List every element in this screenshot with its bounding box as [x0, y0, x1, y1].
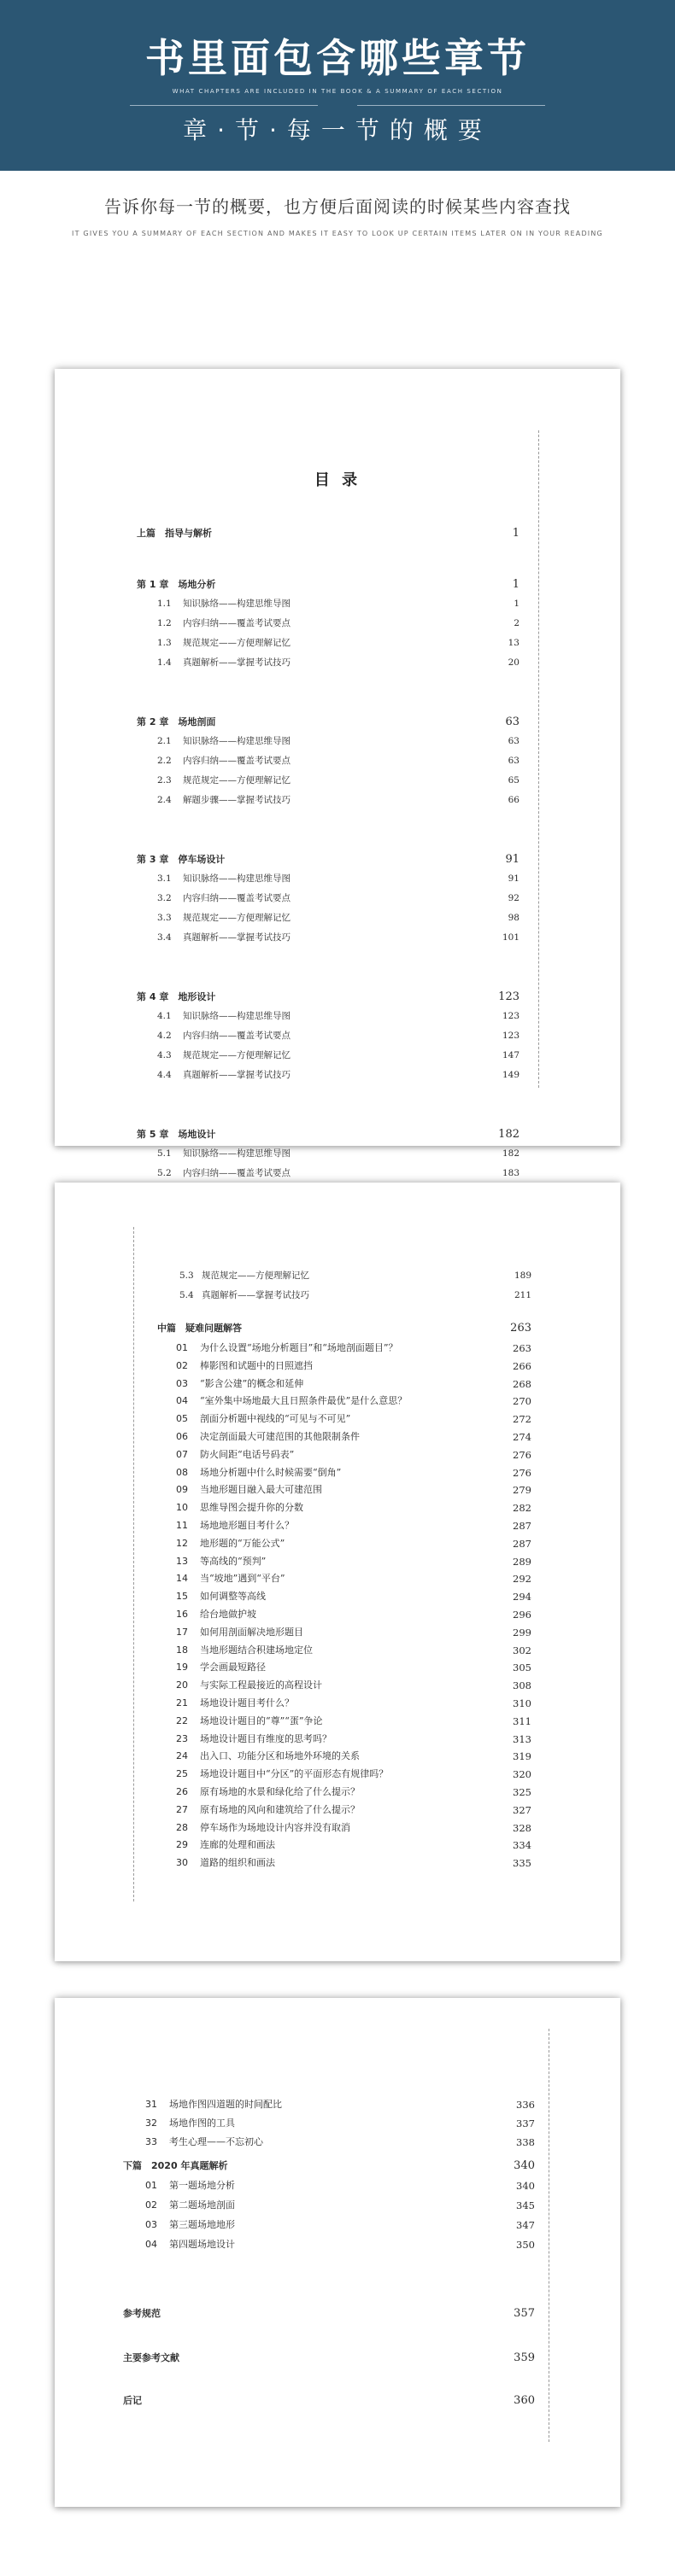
- section-title: 知识脉络——构建思维导图: [183, 873, 291, 884]
- section-title: 真题解析——掌握考试技巧: [183, 932, 291, 943]
- question-title: 考生心理——不忘初心: [169, 2136, 263, 2147]
- page-number: 360: [514, 2394, 535, 2407]
- section-title: 知识脉络——构建思维导图: [183, 599, 291, 609]
- toc-section-row[interactable]: [55, 1067, 620, 1083]
- toc-section-row[interactable]: [55, 1165, 620, 1181]
- question-number: 19: [176, 1662, 188, 1674]
- question-number: 13: [176, 1555, 188, 1567]
- question-number: 01: [176, 1342, 188, 1353]
- question-number: 25: [176, 1768, 188, 1780]
- toc-section-row[interactable]: [55, 773, 620, 788]
- page-number: 20: [508, 657, 519, 668]
- toc-question-row[interactable]: [55, 1518, 620, 1533]
- toc-question-row[interactable]: [55, 2097, 620, 2112]
- section-title: 内容归纳——覆盖考试要点: [183, 756, 291, 766]
- section-number: 2.4: [157, 795, 172, 805]
- toc-part-heading[interactable]: [55, 2158, 620, 2174]
- question-number: 22: [176, 1714, 188, 1726]
- banner-title: 书里面包含哪些章节: [145, 35, 530, 81]
- toc-question-row[interactable]: [55, 1732, 620, 1747]
- toc-question-row[interactable]: [55, 1696, 620, 1711]
- page-number: 1: [514, 599, 519, 609]
- page-number: 2: [514, 618, 519, 628]
- page-number: 292: [513, 1573, 531, 1586]
- banner-subtitle: 章·节·每一节的概要: [183, 116, 492, 144]
- section-title: 规范规定——方便理解记忆: [202, 1270, 309, 1281]
- page-number: 123: [498, 990, 519, 1003]
- question-title: 道路的组织和画法: [200, 1857, 275, 1869]
- toc-exam-row[interactable]: [55, 2178, 620, 2193]
- toc-chapter-heading[interactable]: [55, 577, 620, 593]
- toc-question-row[interactable]: [55, 1714, 620, 1729]
- chapter-title: 第 5 章 场地设计: [137, 1129, 216, 1140]
- page-number: 276: [513, 1448, 531, 1461]
- question-title: 思维导图会提升你的分数: [200, 1502, 303, 1514]
- question-number: 01: [145, 2180, 157, 2191]
- toc-section-row[interactable]: [55, 1008, 620, 1024]
- page-number: 338: [516, 2136, 535, 2148]
- part-title: 下篇 2020 年真题解析: [123, 2160, 228, 2171]
- toc-question-row[interactable]: [55, 1536, 620, 1551]
- toc-question-row[interactable]: [55, 1465, 620, 1481]
- section-number: 1.3: [157, 638, 172, 648]
- toc-chapter-heading[interactable]: [55, 1127, 620, 1142]
- question-number: 33: [145, 2136, 157, 2147]
- question-title: 场地作图四道题的时间配比: [169, 2099, 282, 2110]
- toc-section-row[interactable]: [55, 616, 620, 631]
- page-number: 268: [513, 1377, 531, 1390]
- section-number: 5.4: [179, 1290, 194, 1300]
- page-number: 294: [513, 1591, 531, 1603]
- page-number: 274: [513, 1431, 531, 1443]
- page-number: 263: [513, 1342, 531, 1354]
- question-title: 场地地形题目考什么？: [200, 1520, 294, 1531]
- toc-question-row[interactable]: [55, 1837, 620, 1853]
- page-number: 347: [516, 2219, 535, 2231]
- page-number: 359: [514, 2351, 535, 2364]
- question-number: 28: [176, 1821, 188, 1833]
- page-number: 263: [510, 1322, 531, 1335]
- toc-question-row[interactable]: [55, 1358, 620, 1374]
- section-title: 知识脉络——构建思维导图: [183, 1148, 291, 1159]
- toc-section-row[interactable]: [55, 792, 620, 808]
- page-number: 334: [513, 1839, 531, 1852]
- page-number: 211: [514, 1290, 531, 1300]
- section-number: 1.4: [157, 657, 172, 668]
- toc-question-row[interactable]: [55, 1785, 620, 1800]
- question-title: “影含公建”的概念和延伸: [200, 1377, 304, 1389]
- toc-question-row[interactable]: [55, 1376, 620, 1392]
- toc-section-row[interactable]: [55, 871, 620, 886]
- toc-question-row[interactable]: [55, 1643, 620, 1658]
- page-number: 63: [508, 756, 519, 766]
- section-number: 4.2: [157, 1031, 172, 1041]
- question-title: 剖面分析题中视线的“可见与不可见”: [200, 1413, 351, 1425]
- question-number: 09: [176, 1484, 188, 1496]
- question-number: 10: [176, 1502, 188, 1514]
- toc-appendix-row[interactable]: [55, 2306, 620, 2322]
- page-number: 350: [516, 2239, 535, 2251]
- toc-question-row[interactable]: [55, 1589, 620, 1604]
- question-number: 02: [176, 1359, 188, 1371]
- question-title: 地形题的“万能公式”: [200, 1537, 285, 1549]
- page-number: 296: [513, 1609, 531, 1621]
- section-title: 规范规定——方便理解记忆: [183, 1050, 291, 1060]
- toc-exam-row[interactable]: [55, 2198, 620, 2213]
- page-number: 345: [516, 2199, 535, 2211]
- toc-question-row[interactable]: [55, 1554, 620, 1569]
- page-number: 91: [505, 853, 519, 866]
- page-number: 336: [516, 2099, 535, 2111]
- appendix-title: 主要参考文献: [123, 2352, 179, 2363]
- toc-section-row[interactable]: [55, 635, 620, 651]
- toc-section-row[interactable]: [55, 1288, 620, 1303]
- page-number: 357: [514, 2307, 535, 2320]
- question-number: 29: [176, 1839, 188, 1851]
- question-number: 32: [145, 2117, 157, 2129]
- toc-question-row[interactable]: [55, 1411, 620, 1427]
- toc-question-row[interactable]: [55, 1429, 620, 1445]
- toc-section-row[interactable]: [55, 930, 620, 945]
- section-title: 内容归纳——覆盖考试要点: [183, 1168, 291, 1178]
- question-title: 第三题场地地形: [169, 2219, 235, 2230]
- question-number: 30: [176, 1857, 188, 1869]
- toc-appendix-row[interactable]: [55, 2393, 620, 2409]
- toc-question-row[interactable]: [55, 2135, 620, 2150]
- page-number: 327: [513, 1803, 531, 1816]
- page-number: 123: [502, 1031, 519, 1041]
- page-number: 13: [508, 638, 519, 648]
- question-number: 21: [176, 1697, 188, 1709]
- page-number: 311: [513, 1714, 531, 1727]
- section-number: 1.1: [157, 599, 172, 609]
- question-title: 第四题场地设计: [169, 2239, 235, 2250]
- page-number: 287: [513, 1520, 531, 1532]
- page-number: 91: [508, 873, 519, 884]
- appendix-title: 后记: [123, 2395, 142, 2406]
- section-number: 2.3: [157, 775, 172, 786]
- section-title: 内容归纳——覆盖考试要点: [183, 618, 291, 628]
- question-number: 06: [176, 1431, 188, 1442]
- page-number: 272: [513, 1413, 531, 1426]
- question-number: 15: [176, 1591, 188, 1603]
- toc-question-row[interactable]: [55, 1482, 620, 1498]
- toc-question-row[interactable]: [55, 1820, 620, 1836]
- question-title: “室外集中场地最大且日照条件最优”是什么意思？: [200, 1395, 408, 1407]
- question-number: 03: [145, 2219, 157, 2230]
- question-title: 第一题场地分析: [169, 2180, 235, 2191]
- question-number: 18: [176, 1644, 188, 1656]
- question-title: 第二题场地剖面: [169, 2199, 235, 2211]
- section-number: 5.3: [179, 1270, 194, 1281]
- question-title: 如何调整等高线: [200, 1591, 266, 1603]
- banner-divider-right: [357, 105, 545, 106]
- page-number: 340: [516, 2180, 535, 2192]
- toc-question-row[interactable]: [55, 1447, 620, 1463]
- appendix-title: 参考规范: [123, 2308, 161, 2319]
- toc-section-row[interactable]: [55, 596, 620, 611]
- toc-question-row[interactable]: [55, 1767, 620, 1782]
- toc-appendix-row[interactable]: [55, 2351, 620, 2366]
- section-title: 解题步骤——掌握考试技巧: [183, 795, 291, 805]
- question-title: 为什么设置“场地分析题目”和“场地剖面题目”？: [200, 1342, 398, 1353]
- question-number: 05: [176, 1413, 188, 1425]
- section-number: 3.1: [157, 873, 172, 884]
- question-title: 原有场地的水景和绿化给了什么提示？: [200, 1786, 360, 1797]
- section-title: 知识脉络——构建思维导图: [183, 736, 291, 746]
- section-title: 内容归纳——覆盖考试要点: [183, 1031, 291, 1041]
- toc-question-row[interactable]: [55, 1500, 620, 1516]
- page-number: 183: [502, 1168, 519, 1178]
- page-number: 325: [513, 1786, 531, 1798]
- question-number: 27: [176, 1803, 188, 1815]
- section-number: 2.2: [157, 756, 172, 766]
- question-number: 17: [176, 1626, 188, 1638]
- section-title: 知识脉络——构建思维导图: [183, 1011, 291, 1021]
- question-title: 场地设计题目有维度的思考吗？: [200, 1732, 332, 1744]
- page-number: 182: [498, 1128, 519, 1141]
- toc-title: 目 录: [314, 471, 361, 489]
- banner-title-english: WHAT CHAPTERS ARE INCLUDED IN THE BOOK & A SUMMARY OF EACH SECTION: [172, 88, 503, 95]
- toc-exam-row[interactable]: [55, 2217, 620, 2233]
- question-title: 停车场作为场地设计内容并没有取消: [200, 1821, 350, 1833]
- toc-question-row[interactable]: [55, 1341, 620, 1356]
- page-number: 310: [513, 1697, 531, 1709]
- page-number: 270: [513, 1395, 531, 1408]
- question-title: 当地形题结合积建场地定位: [200, 1644, 313, 1656]
- toc-part-heading[interactable]: [55, 526, 620, 541]
- page-number: 182: [502, 1148, 519, 1159]
- section-title: 规范规定——方便理解记忆: [183, 775, 291, 786]
- section-number: 5.1: [157, 1148, 172, 1159]
- page-number: 147: [502, 1050, 519, 1060]
- page-number: 289: [513, 1555, 531, 1568]
- question-number: 31: [145, 2099, 157, 2110]
- question-title: 防火间距“电话号码表”: [200, 1448, 295, 1460]
- section-title: 规范规定——方便理解记忆: [183, 638, 291, 648]
- section-number: 2.1: [157, 736, 172, 746]
- toc-chapter-heading[interactable]: [55, 852, 620, 867]
- question-number: 07: [176, 1448, 188, 1460]
- question-number: 11: [176, 1520, 188, 1531]
- page-number: 101: [502, 932, 519, 943]
- question-title: 棒影图和试题中的日照遮挡: [200, 1359, 313, 1371]
- question-title: 场地设计题目中“分区”的平面形态有规律吗？: [200, 1768, 389, 1780]
- question-number: 04: [176, 1395, 188, 1407]
- question-title: 如何用剖面解决地形题目: [200, 1626, 303, 1638]
- toc-question-row[interactable]: [55, 1802, 620, 1818]
- section-number: 1.2: [157, 618, 172, 628]
- page-number: 92: [508, 893, 519, 903]
- section-number: 3.4: [157, 932, 172, 943]
- page-number: 279: [513, 1484, 531, 1497]
- part-title: 中篇 疑难问题解答: [157, 1323, 242, 1334]
- page-number: 308: [513, 1679, 531, 1692]
- question-title: 场地设计题目的“尊”“蛋”争论: [200, 1714, 323, 1726]
- section-title: 真题解析——掌握考试技巧: [183, 657, 291, 668]
- question-title: 连廊的处理和画法: [200, 1839, 275, 1851]
- toc-question-row[interactable]: [55, 1607, 620, 1622]
- toc-question-row[interactable]: [55, 1393, 620, 1409]
- page-number: 319: [513, 1750, 531, 1763]
- toc-question-row[interactable]: [55, 1749, 620, 1764]
- page-number: 276: [513, 1466, 531, 1479]
- page-number: 328: [513, 1821, 531, 1834]
- toc-chapter-heading[interactable]: [55, 990, 620, 1005]
- section-title: 规范规定——方便理解记忆: [183, 913, 291, 923]
- question-number: 12: [176, 1537, 188, 1549]
- page-number: 313: [513, 1732, 531, 1745]
- question-title: 出入口、功能分区和场地外环境的关系: [200, 1750, 360, 1762]
- banner-divider-left: [130, 105, 318, 106]
- page-number: 266: [513, 1359, 531, 1372]
- toc-exam-row[interactable]: [55, 2237, 620, 2252]
- toc-question-row[interactable]: [55, 1571, 620, 1586]
- question-number: 08: [176, 1466, 188, 1478]
- question-number: 16: [176, 1609, 188, 1620]
- toc-section-row[interactable]: [55, 733, 620, 749]
- toc-section-row[interactable]: [55, 655, 620, 670]
- section-number: 4.1: [157, 1011, 172, 1021]
- question-number: 20: [176, 1679, 188, 1691]
- toc-page-1: [55, 369, 620, 1178]
- page-number: 98: [508, 913, 519, 923]
- page-number: 63: [508, 736, 519, 746]
- question-title: 场地设计题目考什么？: [200, 1697, 294, 1709]
- section-number: 3.2: [157, 893, 172, 903]
- toc-chapter-heading[interactable]: [55, 715, 620, 730]
- question-number: 26: [176, 1786, 188, 1797]
- page-number: 302: [513, 1644, 531, 1656]
- question-number: 04: [145, 2239, 157, 2250]
- question-number: 03: [176, 1377, 188, 1389]
- question-title: 等高线的“预判”: [200, 1555, 267, 1567]
- section-title: 真题解析——掌握考试技巧: [183, 1070, 291, 1080]
- toc-question-row[interactable]: [55, 1678, 620, 1693]
- toc-question-row[interactable]: [55, 1855, 620, 1871]
- section-title: 内容归纳——覆盖考试要点: [183, 893, 291, 903]
- page-number: 66: [508, 795, 519, 805]
- header-banner: [0, 0, 675, 171]
- page-number: 123: [502, 1011, 519, 1021]
- question-title: 场地作图的工具: [169, 2117, 235, 2129]
- page-number: 1: [512, 578, 519, 591]
- page-number: 305: [513, 1662, 531, 1674]
- toc-section-row[interactable]: [55, 1268, 620, 1283]
- page-number: 282: [513, 1502, 531, 1515]
- section-number: 4.3: [157, 1050, 172, 1060]
- toc-question-row[interactable]: [55, 2116, 620, 2131]
- part-title: 上篇 指导与解析: [137, 528, 212, 539]
- page-number: 340: [514, 2159, 535, 2172]
- question-title: 学会画最短路径: [200, 1662, 266, 1674]
- toc-section-row[interactable]: [55, 910, 620, 926]
- question-title: 决定剖面最大可建范围的其他限制条件: [200, 1431, 360, 1442]
- page-number: 335: [513, 1857, 531, 1870]
- toc-section-row[interactable]: [55, 1146, 620, 1161]
- section-number: 4.4: [157, 1070, 172, 1080]
- toc-part-heading[interactable]: [55, 1321, 620, 1336]
- page-number: 299: [513, 1626, 531, 1638]
- chapter-title: 第 2 章 场地剖面: [137, 716, 216, 727]
- question-title: 原有场地的风向和建筑给了什么提示？: [200, 1803, 360, 1815]
- toc-question-row[interactable]: [55, 1660, 620, 1675]
- page-number: 287: [513, 1537, 531, 1550]
- intro-text: 告诉你每一节的概要，也方便后面阅读的时候某些内容查找: [104, 196, 571, 217]
- page-number: 149: [502, 1070, 519, 1080]
- section-number: 5.2: [157, 1168, 172, 1178]
- page-number: 1: [512, 527, 519, 540]
- page-number: 65: [508, 775, 519, 786]
- toc-section-row[interactable]: [55, 1028, 620, 1043]
- toc-section-row[interactable]: [55, 891, 620, 906]
- page-number: 320: [513, 1768, 531, 1781]
- toc-section-row[interactable]: [55, 753, 620, 768]
- toc-page-3: [55, 1998, 620, 2507]
- chapter-title: 第 1 章 场地分析: [137, 579, 216, 590]
- question-number: 23: [176, 1732, 188, 1744]
- chapter-title: 第 3 章 停车场设计: [137, 854, 226, 865]
- question-number: 24: [176, 1750, 188, 1762]
- question-number: 14: [176, 1573, 188, 1585]
- intro-text-english: IT GIVES YOU A SUMMARY OF EACH SECTION AND MAKES IT EASY TO LOOK UP CERTAIN ITEMS LATER ON IN YOUR READING: [72, 230, 603, 237]
- toc-page-2: [55, 1183, 620, 1961]
- page-number: 337: [516, 2117, 535, 2129]
- question-title: 与实际工程最接近的高程设计: [200, 1679, 322, 1691]
- page-number: 63: [505, 716, 519, 728]
- toc-section-row[interactable]: [55, 1048, 620, 1063]
- section-number: 3.3: [157, 913, 172, 923]
- question-title: 给台地做护坡: [200, 1609, 256, 1620]
- chapter-title: 第 4 章 地形设计: [137, 991, 216, 1002]
- toc-question-row[interactable]: [55, 1625, 620, 1640]
- question-title: 场地分析题中什么时候需要“倒角”: [200, 1466, 342, 1478]
- question-number: 02: [145, 2199, 157, 2211]
- section-title: 真题解析——掌握考试技巧: [202, 1290, 309, 1300]
- page-number: 189: [514, 1270, 531, 1281]
- question-title: 当“坡地”遇到“平台”: [200, 1573, 285, 1585]
- question-title: 当地形题目融入最大可建范围: [200, 1484, 322, 1496]
